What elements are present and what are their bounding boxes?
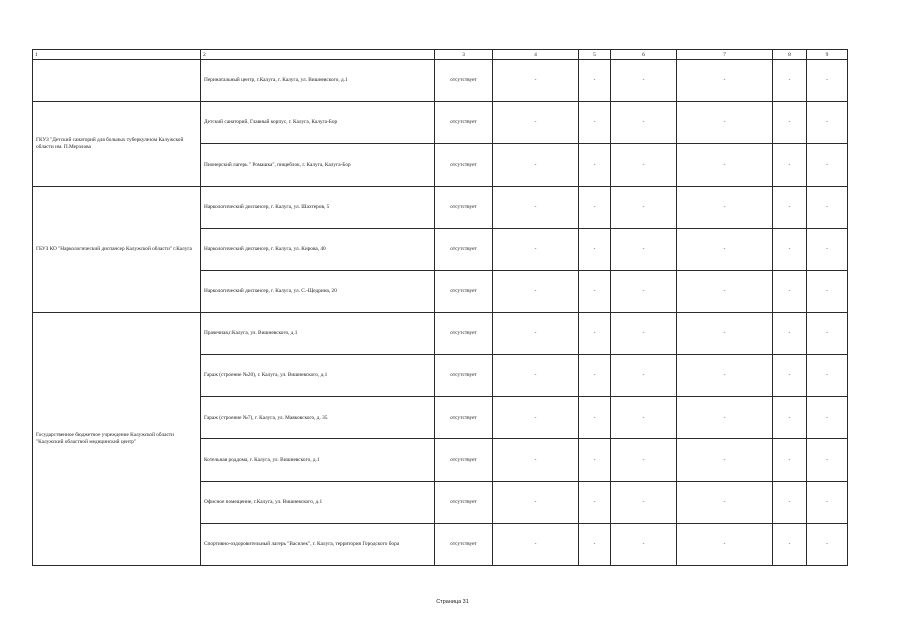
status-cell: отсутствует [435, 228, 493, 270]
organization-cell: ГБУЗ КО "Наркологический диспансер Калужской области" г.Калуга [33, 186, 201, 312]
value-cell: - [677, 144, 773, 186]
value-cell: - [493, 397, 579, 439]
value-cell: - [611, 523, 677, 565]
page-number: Страница 31 [436, 599, 469, 605]
value-cell: - [493, 439, 579, 481]
table-row [33, 312, 848, 354]
value-cell: - [611, 397, 677, 439]
data-table [32, 49, 848, 566]
value-cell: - [807, 397, 848, 439]
value-cell: - [493, 312, 579, 354]
value-cell: - [807, 355, 848, 397]
value-cell: - [773, 144, 807, 186]
value-cell: - [611, 270, 677, 312]
address-cell: Пионерский лагерь " Ромашка", пищеблок, г. Калуга, Калуга-Бор [201, 144, 435, 186]
value-cell: - [677, 312, 773, 354]
value-cell: - [611, 312, 677, 354]
organization-cell [33, 60, 201, 102]
status-cell: отсутствует [435, 355, 493, 397]
value-cell: - [579, 102, 611, 144]
column-header: 2 [201, 50, 435, 60]
column-header: 7 [677, 50, 773, 60]
value-cell: - [807, 144, 848, 186]
value-cell: - [493, 60, 579, 102]
value-cell: - [611, 186, 677, 228]
column-header: 6 [611, 50, 677, 60]
value-cell: - [773, 397, 807, 439]
value-cell: - [807, 481, 848, 523]
value-cell: - [677, 186, 773, 228]
value-cell: - [493, 523, 579, 565]
value-cell: - [611, 355, 677, 397]
table-body [33, 50, 848, 566]
column-header: 4 [493, 50, 579, 60]
value-cell: - [807, 102, 848, 144]
value-cell: - [807, 186, 848, 228]
value-cell: - [677, 60, 773, 102]
value-cell: - [493, 144, 579, 186]
value-cell: - [611, 144, 677, 186]
value-cell: - [773, 481, 807, 523]
value-cell: - [493, 355, 579, 397]
address-cell: Детский санаторий, Главный корпус, г. Калуга, Калуга-Бор [201, 102, 435, 144]
value-cell: - [579, 439, 611, 481]
value-cell: - [579, 523, 611, 565]
value-cell: - [579, 481, 611, 523]
value-cell: - [579, 270, 611, 312]
value-cell: - [579, 186, 611, 228]
value-cell: - [773, 523, 807, 565]
status-cell: отсутствует [435, 312, 493, 354]
value-cell: - [493, 186, 579, 228]
value-cell: - [677, 439, 773, 481]
address-cell: Офисное помещение, г.Калуга, ул. Вишневского, д.1 [201, 481, 435, 523]
value-cell: - [807, 523, 848, 565]
value-cell: - [807, 312, 848, 354]
column-header: 8 [773, 50, 807, 60]
value-cell: - [579, 60, 611, 102]
value-cell: - [677, 355, 773, 397]
value-cell: - [579, 228, 611, 270]
value-cell: - [677, 481, 773, 523]
column-header: 1 [33, 50, 201, 60]
value-cell: - [677, 102, 773, 144]
header-row [33, 50, 848, 60]
value-cell: - [773, 228, 807, 270]
value-cell: - [807, 60, 848, 102]
address-cell: Гараж (строение №20), г. Калуга, ул. Вишневского, д.1 [201, 355, 435, 397]
address-cell: Гараж (строение №7), г. Калуга, ул. Маяковского, д. 35 [201, 397, 435, 439]
value-cell: - [807, 270, 848, 312]
value-cell: - [773, 270, 807, 312]
address-cell: Котельная роддома, г. Калуга, ул. Вишневского, д.1 [201, 439, 435, 481]
value-cell: - [579, 312, 611, 354]
address-cell: Наркологический диспансер, г. Калуга, ул. С.-Щедрина, 20 [201, 270, 435, 312]
value-cell: - [677, 397, 773, 439]
status-cell: отсутствует [435, 270, 493, 312]
status-cell: отсутствует [435, 60, 493, 102]
value-cell: - [611, 228, 677, 270]
column-header: 5 [579, 50, 611, 60]
address-cell: Перинатальный центр, г.Калуга, г. Калуга, ул. Вишневского, д.1 [201, 60, 435, 102]
value-cell: - [493, 102, 579, 144]
value-cell: - [773, 439, 807, 481]
value-cell: - [611, 102, 677, 144]
table-row [33, 186, 848, 228]
value-cell: - [493, 228, 579, 270]
status-cell: отсутствует [435, 439, 493, 481]
value-cell: - [493, 270, 579, 312]
table-row [33, 102, 848, 144]
status-cell: отсутствует [435, 397, 493, 439]
status-cell: отсутствует [435, 523, 493, 565]
value-cell: - [773, 60, 807, 102]
status-cell: отсутствует [435, 144, 493, 186]
column-header: 3 [435, 50, 493, 60]
organization-cell: ГКУЗ "Детский санаторий для больных туберкулезом Калужской области им. П.Мерзлова [33, 102, 201, 186]
value-cell: - [807, 228, 848, 270]
value-cell: - [773, 102, 807, 144]
value-cell: - [579, 397, 611, 439]
address-cell: Наркологический диспансер, г. Калуга, ул. Шахтеров, 5 [201, 186, 435, 228]
value-cell: - [493, 481, 579, 523]
status-cell: отсутствует [435, 186, 493, 228]
value-cell: - [807, 439, 848, 481]
value-cell: - [611, 481, 677, 523]
value-cell: - [677, 270, 773, 312]
table-row [33, 60, 848, 102]
value-cell: - [677, 228, 773, 270]
value-cell: - [677, 523, 773, 565]
column-header: 9 [807, 50, 848, 60]
value-cell: - [579, 355, 611, 397]
status-cell: отсутствует [435, 102, 493, 144]
organization-cell: Государственное бюджетное учреждение Калужской области "Калужский областной медицинский центр" [33, 312, 201, 565]
value-cell: - [579, 144, 611, 186]
value-cell: - [611, 60, 677, 102]
value-cell: - [611, 439, 677, 481]
value-cell: - [773, 186, 807, 228]
address-cell: Наркологический диспансер, г. Калуга, ул. Кирова, 40 [201, 228, 435, 270]
status-cell: отсутствует [435, 481, 493, 523]
address-cell: Спортивно-оздоровительный лагерь "Василек", г. Калуга, территория Городского бора [201, 523, 435, 565]
address-cell: Прачечная,г.Калуга, ул. Вишневского, д.1 [201, 312, 435, 354]
value-cell: - [773, 312, 807, 354]
value-cell: - [773, 355, 807, 397]
